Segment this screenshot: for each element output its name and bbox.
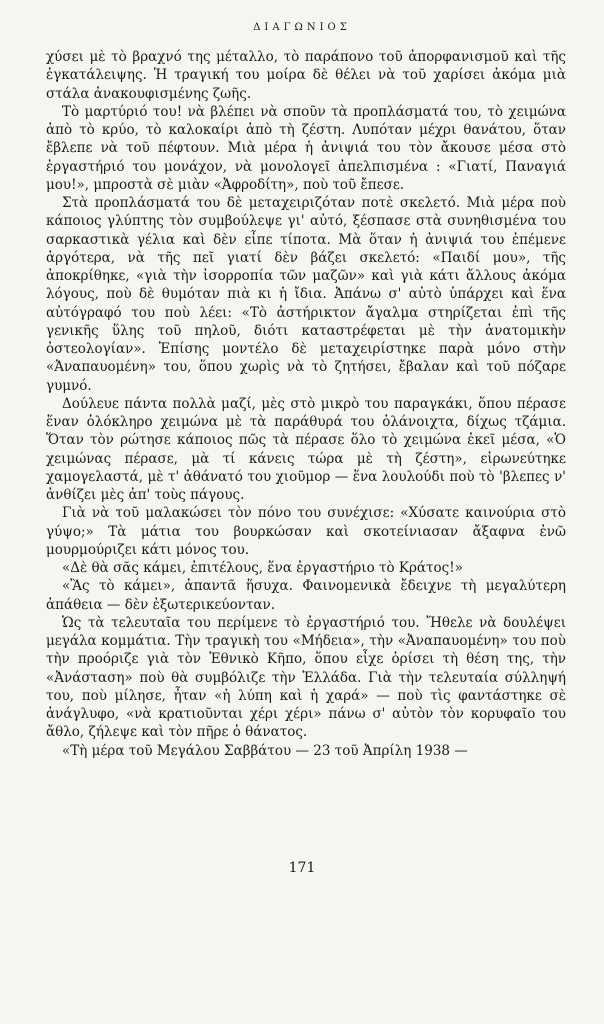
paragraph: Ὡς τὰ τελευταῖα του περίμενε τὸ ἐργαστήριό του. Ἤθελε νὰ δουλέψει μεγάλα κομμάτια. Τὴν τραγικὴ του «Μήδεια», τὴν «Ἀναπαυομένη» του ποὺ τὴν προόριζε γιὰ τὸν Ἐθνικὸ Κῆπο, ὅπου εἶχε ὁρίσει τὴ θέση της, τὴν «Ἀνάσταση» ποὺ θὰ συμβόλιζε τὴν Ἑλλάδα. Γιὰ τὴν τελευταία σύλληψή του, ποὺ μίλησε, ἦταν «ἡ λύπη καὶ ἡ χαρά» — ποὺ τὶς φαντάστηκε σὲ ἀνάγλυφο, «νὰ κρατιοῦνται χέρι χέρι» πάνω σ' αὐτὸν τὸν κορυφαῖο του ἄθλο, ζήλεψε καὶ τὸν πῆρε ὁ θάνατος.	[46, 614, 566, 741]
page-number: 171	[288, 860, 316, 876]
paragraph: «Δὲ θὰ σᾶς κάμει, ἐπιτέλους, ἕνα ἐργαστήριο τὸ Κράτος!»	[62, 560, 463, 576]
paragraph: «Τὴ μέρα τοῦ Μεγάλου Σαββάτου — 23 τοῦ Ἀπρίλη 1938 —	[62, 742, 468, 759]
paragraph: χύσει μὲ τὸ βραχνό της μέταλλο, τὸ παράπονο τοῦ ἀπορφανισμοῦ καὶ τῆς ἐγκατάλειψης. Ἡ τραγική του μοίρα δὲ θέλει νὰ τοῦ χαρίσει ἀκόμα μιὰ στάλα ἀνακουφισμένης ζωῆς.	[46, 49, 566, 102]
paragraph: Τὸ μαρτύριό του! νὰ βλέπει νὰ σποῦν τὰ προπλάσματά του, τὸ χειμώνα ἀπὸ τὸ κρύο, τὸ καλοκαίρι ἀπὸ τὴ ζέστη. Λυπόταν μέχρι θανάτου, ὅταν ἔβλεπε νὰ τοῦ πέφτουν. Μιὰ μέρα ἡ ἀνιψιά του τὸν ἄκουσε μέσα στὸ ἐργαστήριό του μονάχον, νὰ μονολογεῖ ἀπελπισμένα : «Γιατί, Παναγιά μου!», μπροστὰ σὲ μιὰν «Ἀφροδίτη», ποὺ τοῦ ἔπεσε.	[46, 103, 566, 193]
paragraph: «Ἂς τὸ κάμει», ἀπαντᾶ ἥσυχα. Φαινομενικὰ ἔδειχνε τὴ μεγαλύτερη ἀπάθεια — δὲν ἐξωτερικεύονταν.	[46, 578, 566, 613]
paragraph: Γιὰ νὰ τοῦ μαλακώσει τὸν πόνο του συνέχισε: «Χύσατε καινούρια στὸ γύψο;» Τὰ μάτια του βουρκώσαν καὶ σκοτείνιασαν ἄξαφνα ἐνῶ μουρμούριζει κάτι μόνος του.	[46, 505, 566, 558]
paragraph: Στὰ προπλάσματά του δὲ μεταχειριζόταν ποτὲ σκελετό. Μιὰ μέρα ποὺ κάποιος γλύπτης τὸν συμβούλεψε γι' αὐτό, ξέσπασε στὰ συνηθισμένα του σαρκαστικὰ γέλια καὶ δὲν εἶπε τίποτα. Μὰ ὅταν ἡ ἀνιψιά του ἐπέμενε ἀργότερα, νὰ τῆς πεῖ γιατί δὲν βάζει σκελετό: «Παιδί μου», τῆς ἀποκρίθηκε, «γιὰ τὴν ἰσορροπία τῶν μαζῶν» καὶ γιὰ κάτι ἄλλους ἀκόμα λόγους, ποὺ δὲ θυμόταν πιὰ κι ἡ ἴδια. Ἀπάνω σ' αὐτὸ ὑπάρχει καὶ ἕνα αὐτόγραφό του ποὺ λέει: «Τὸ ἀστήρικτον ἄγαλμα στηρίζεται ἐπὶ τῆς γενικῆς ὕλης τοῦ πηλοῦ, διότι καταστρέφεται μὲ τὴν ἀνατομικὴν ὀστεολογίαν». Ἐπίσης μοντέλο δὲ μεταχειρίστηκε παρὰ μόνο στὴν «Ἀναπαυομένη» του, ὅπου χωρὶς νὰ τὸ ζητήσει, ἔβαλαν καὶ τοῦ πόζαρε γυμνό.	[46, 195, 566, 394]
running-header: ΔΙΑΓΩΝΙΟΣ	[253, 22, 351, 33]
body-text	[46, 48, 566, 760]
paragraph: Δούλευε πάντα πολλὰ μαζί, μὲς στὸ μικρὸ του παραγκάκι, ὅπου πέρασε ἕναν ὁλόκληρο χειμώνα μὲ τὰ παράθυρά του ὁλάνοιχτα, δίχως τζάμια. Ὅταν τὸν ρώτησε κάποιος πῶς τὰ πέρασε ὅλο τὸ χειμώνα ἐκεῖ μέσα, «Ὁ χειμώνας πέρασε, μὰ τί κάνεις τώρα μὲ τὴ ζέστη», εἰρωνεύτηκε χαμογελαστά, μὲ τ' ἀθάνατό του χιοῦμορ — ἕνα λουλούδι ποὺ τὸ 'βλεπες ν' ἀνθίζει μὲς ἀπ' τοὺς πάγους.	[46, 395, 566, 503]
